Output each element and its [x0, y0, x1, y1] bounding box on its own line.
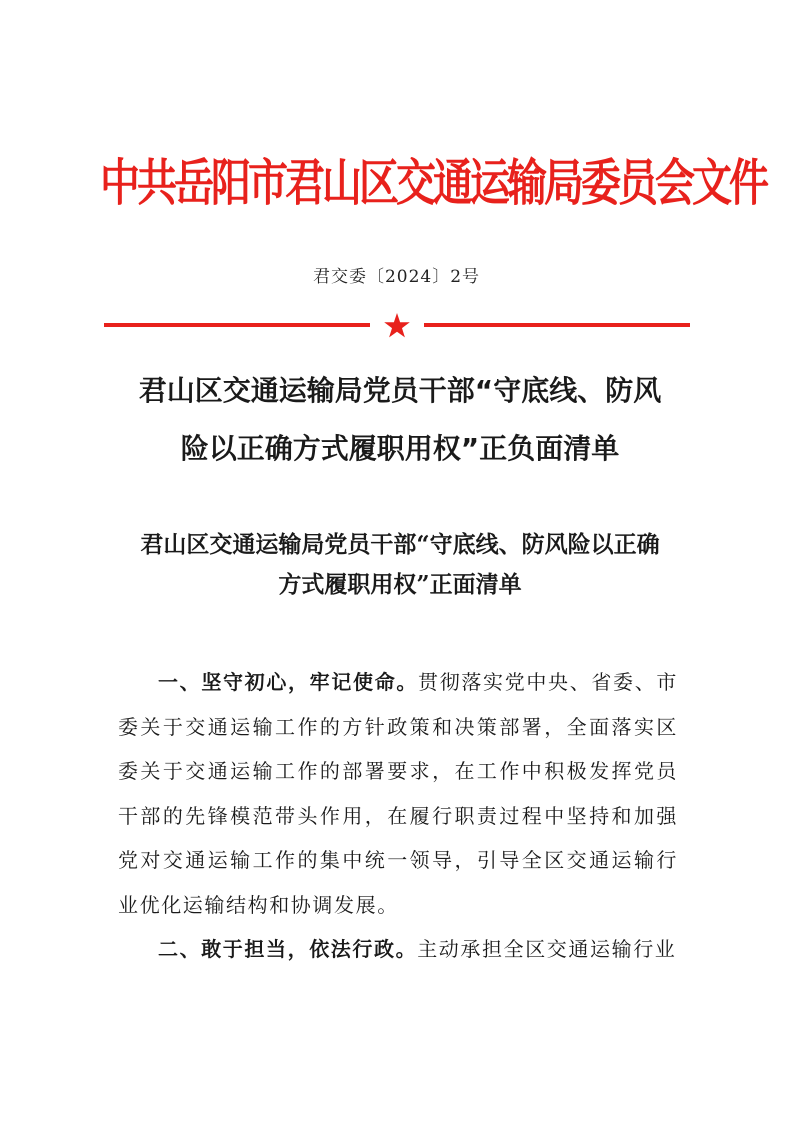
- title-line-1: 君山区交通运输局党员干部“守底线、防风: [138, 374, 662, 407]
- divider-line-left: [104, 323, 370, 327]
- section-title-line-1: 君山区交通运输局党员干部“守底线、防风险以正确: [140, 531, 660, 558]
- document-body: [118, 660, 678, 972]
- section-title: [100, 525, 700, 605]
- document-title: [100, 362, 700, 478]
- section-title-line-2: 方式履职用权”正面清单: [278, 571, 522, 598]
- paragraph: [118, 660, 678, 927]
- paragraph: [118, 927, 678, 972]
- paragraph-lead: 一、坚守初心，牢记使命。: [158, 670, 419, 694]
- star-icon: [383, 312, 411, 340]
- title-line-2: 险以正确方式履职用权”正负面清单: [180, 432, 620, 465]
- red-divider: [104, 312, 690, 340]
- paragraph-text: 贯彻落实党中央、省委、市委关于交通运输工作的方针政策和决策部署，全面落实区委关于交通运输工作的部署要求，在工作中积极发挥党员干部的先锋模范带头作用，在履行职责过程中坚持和加强党对交通运输工作的集中统一领导，引导全区交通运输行业优化运输结构和协调发展。: [118, 670, 678, 917]
- issuing-authority-header: 中共岳阳市君山区交通运输局委员会文件: [100, 155, 766, 213]
- document-number: 君交委〔2024〕2号: [312, 267, 481, 287]
- paragraph-text: 主动承担全区交通运输行业: [417, 937, 677, 961]
- paragraph-lead: 二、敢于担当，依法行政。: [158, 937, 418, 961]
- divider-line-right: [424, 323, 690, 327]
